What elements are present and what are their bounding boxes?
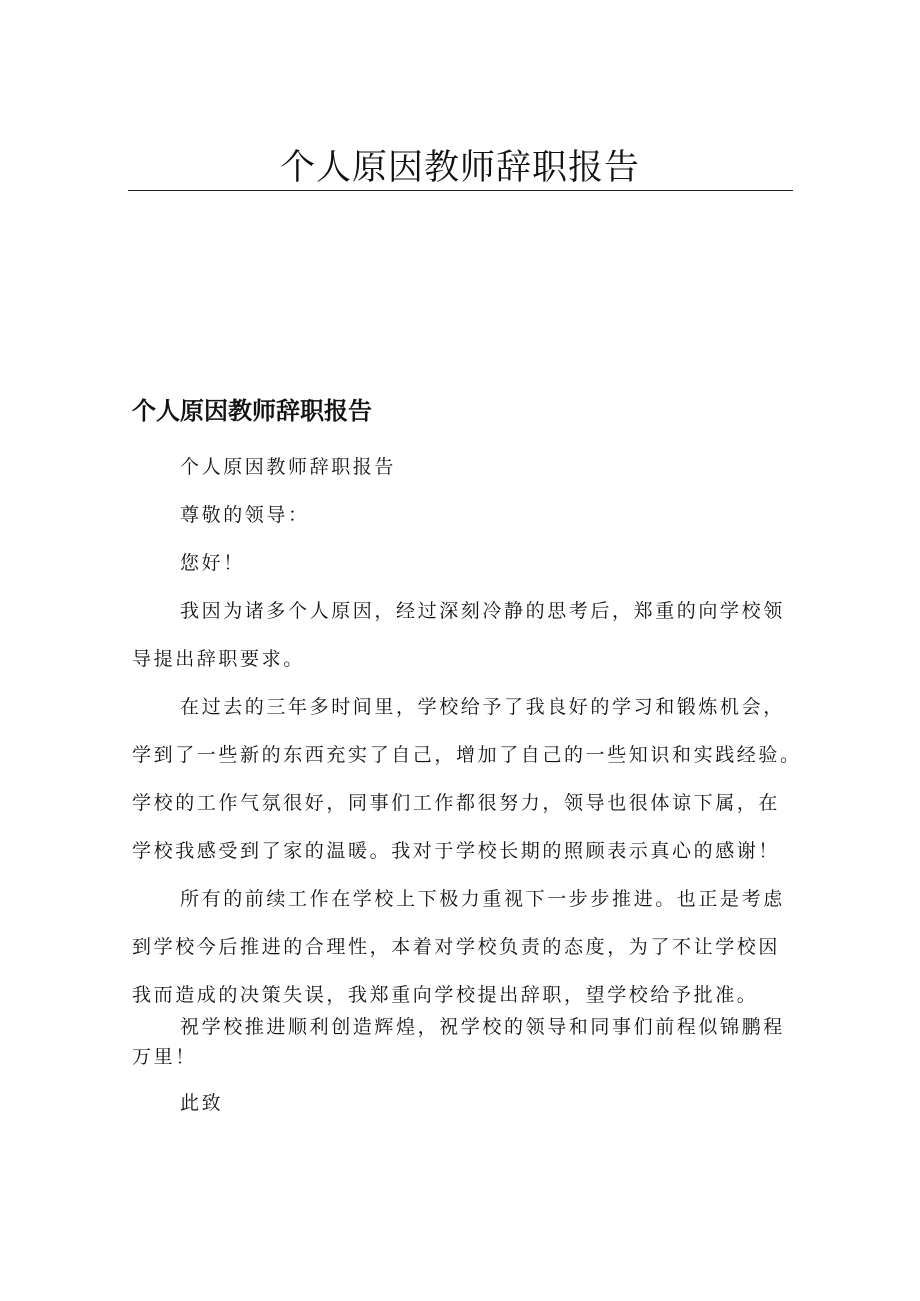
paragraph-closing xyxy=(132,1079,812,1127)
section-heading: 个人原因教师辞职报告 xyxy=(132,397,372,425)
text-line: 您好！ xyxy=(180,552,245,574)
text-line: 我因为诸多个人原因，经过深刻冷静的思考后，郑重的向学校领 xyxy=(180,600,785,622)
text-line: 到学校今后推进的合理性，本着对学校负责的态度，为了不让学校因 xyxy=(132,936,781,958)
text-line: 在过去的三年多时间里，学校给予了我良好的学习和锻炼机会， xyxy=(180,696,785,718)
text-line: 祝学校推进顺利创造辉煌，祝学校的领导和同事们前程似锦鹏程 xyxy=(180,1016,785,1038)
paragraph-resignation-request xyxy=(132,587,812,683)
text-line: 此致 xyxy=(180,1092,224,1114)
paragraph-repeat-title xyxy=(132,443,812,491)
paragraph-gratitude xyxy=(132,683,812,875)
document-title: 个人原因教师辞职报告 xyxy=(279,148,640,188)
text-line: 学校的工作气氛很好，同事们工作都很努力，领导也很体谅下属，在 xyxy=(132,792,781,814)
text-line: 学到了一些新的东西充实了自己，增加了自己的一些知识和实践经验。 xyxy=(132,744,802,766)
text-line: 个人原因教师辞职报告 xyxy=(180,456,397,478)
paragraph-greeting xyxy=(132,539,812,587)
paragraph-reason xyxy=(132,875,812,1019)
text-line: 所有的前续工作在学校上下极力重视下一步步推进。也正是考虑 xyxy=(180,888,785,910)
text-line: 我而造成的决策失误，我郑重向学校提出辞职，望学校给予批准。 xyxy=(132,984,759,1006)
paragraph-salutation xyxy=(132,491,812,539)
title-underline xyxy=(128,190,793,191)
text-line: 导提出辞职要求。 xyxy=(132,648,305,670)
text-line: 尊敬的领导： xyxy=(180,504,310,526)
text-line: 学校我感受到了家的温暖。我对于学校长期的照顾表示真心的感谢！ xyxy=(132,840,781,862)
paragraph-wishes xyxy=(132,1012,812,1072)
text-line: 万里！ xyxy=(132,1046,197,1068)
